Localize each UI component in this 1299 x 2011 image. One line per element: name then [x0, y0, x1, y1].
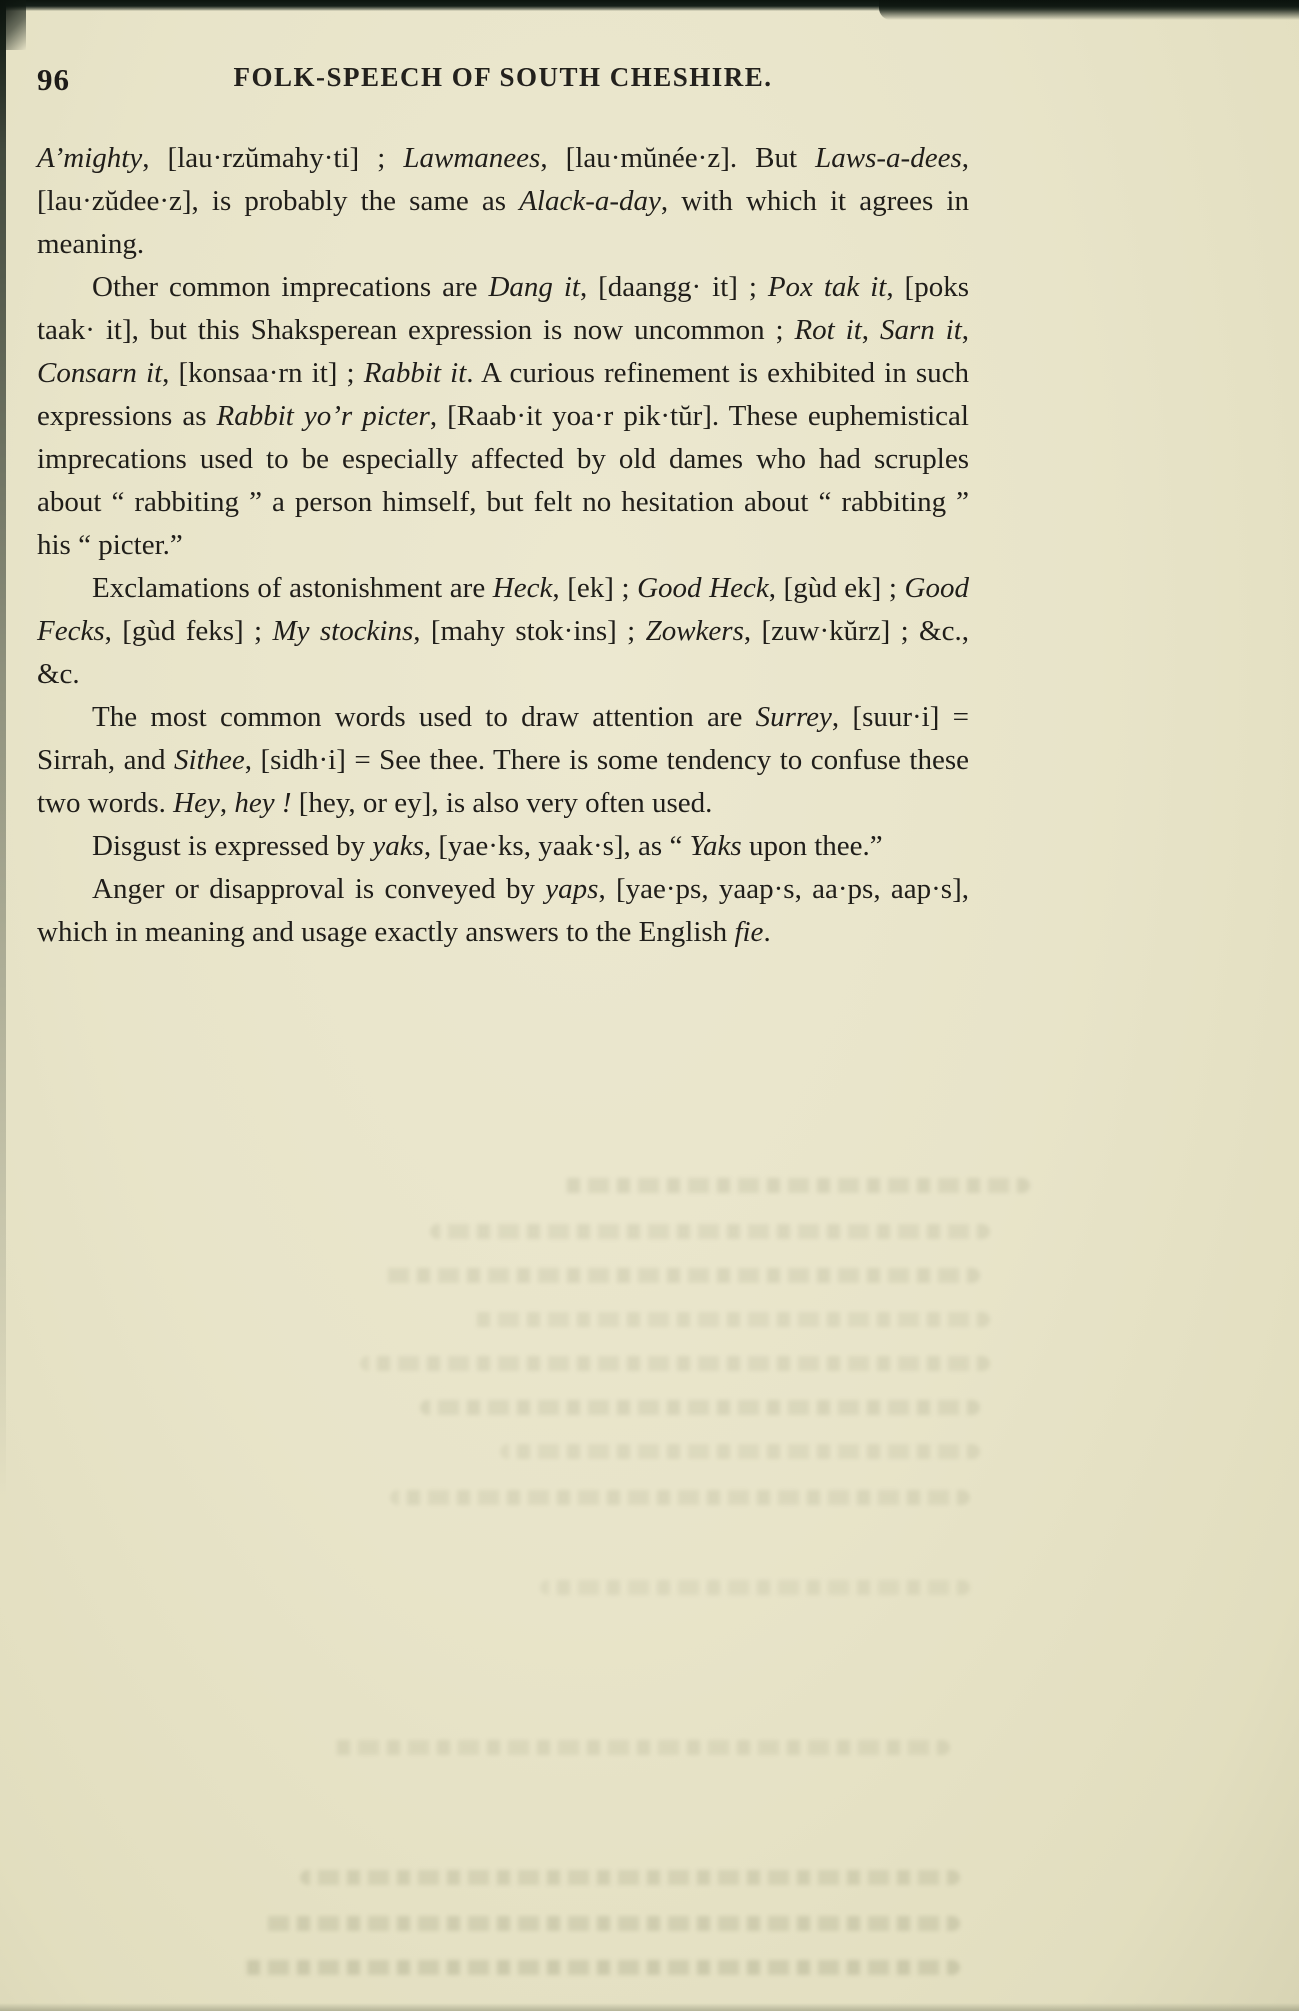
text-block	[37, 137, 969, 954]
text-run: .	[763, 916, 771, 948]
text-run: , [lau·zŭdee·z], is probably the same as	[37, 142, 969, 217]
text-run: , [suur·i] = Sirrah, and	[37, 701, 969, 776]
italic-phrase: Sarn it	[879, 314, 962, 346]
text-run: ,	[961, 314, 969, 346]
page-number: 96	[37, 62, 70, 97]
italic-phrase: Zowkers	[645, 615, 744, 647]
text-run: , [yae·ps, yaap·s, aa·ps, aap·s], which in meaning and usage exactly answers to the English	[37, 873, 969, 948]
scan-corner-top-left	[0, 0, 26, 50]
paragraph	[37, 266, 969, 567]
text-run: , [lau·mŭnée·z]. But	[540, 142, 816, 174]
paragraph	[37, 137, 969, 266]
italic-phrase: hey !	[234, 787, 292, 819]
paragraph	[37, 696, 969, 825]
italic-phrase: Yaks	[689, 830, 742, 862]
text-run: . A curious refinement is exhibited in such expressions as	[37, 357, 970, 432]
italic-phrase: Rabbit yo’r picter	[216, 400, 430, 432]
scan-edge-bottom	[0, 2003, 1299, 2011]
paragraph	[37, 825, 969, 868]
text-run: Other common imprecations are	[92, 271, 489, 303]
italic-phrase: yaks	[372, 830, 424, 862]
italic-phrase: Surrey	[755, 701, 832, 733]
italic-phrase: Consarn it	[37, 357, 163, 389]
running-header: FOLK-SPEECH OF SOUTH CHESHIRE.	[233, 62, 773, 92]
text-column	[37, 62, 969, 954]
text-run: , [poks taak· it], but this Shaksperean expression is now uncommon ;	[37, 271, 969, 346]
text-run: Disgust is expressed by	[92, 830, 373, 862]
italic-phrase: fie	[734, 916, 764, 948]
text-run: , [yae·ks, yaak·s], as “	[423, 830, 690, 862]
paragraph	[37, 567, 969, 696]
text-run: , [zuw·kŭrz] ; &c., &c.	[37, 615, 969, 690]
text-run: Exclamations of astonishment are	[92, 572, 493, 604]
italic-phrase: Pox tak it	[767, 271, 887, 303]
paragraph	[37, 868, 969, 954]
text-run: Anger or disapproval is conveyed by	[92, 873, 546, 905]
italic-phrase: My stockins	[272, 615, 414, 647]
page-header-row	[37, 62, 969, 98]
italic-phrase: Dang it	[488, 271, 580, 303]
text-run: [hey, or ey], is also very often used.	[291, 787, 713, 819]
text-run: , [ek] ;	[552, 572, 638, 604]
italic-phrase: A’mighty	[37, 142, 143, 174]
text-run: , [daangg· it] ;	[579, 271, 768, 303]
scan-edge-left	[0, 0, 6, 1500]
text-run: upon thee.”	[741, 830, 883, 862]
scan-edge-top-right	[879, 0, 1299, 20]
italic-phrase: Good Heck	[637, 572, 769, 604]
text-run: The most common words used to draw attention are	[92, 701, 756, 733]
italic-phrase: yaps	[545, 873, 599, 905]
text-run: , [gùd ek] ;	[768, 572, 905, 604]
text-run: ,	[861, 314, 880, 346]
text-run: , [gùd feks] ;	[104, 615, 273, 647]
italic-phrase: Lawmanees	[403, 142, 541, 174]
italic-phrase: Rot it	[794, 314, 862, 346]
italic-phrase: Sithee	[173, 744, 245, 776]
italic-phrase: Laws-a-dees	[815, 142, 962, 174]
italic-phrase: Good Fecks	[37, 572, 969, 647]
italic-phrase: Rabbit it	[363, 357, 467, 389]
text-run: , [sidh·i] = See thee. There is some tendency to confuse these two words.	[37, 744, 969, 819]
text-run: , [konsaa·rn it] ;	[162, 357, 364, 389]
italic-phrase: Alack-a-day	[519, 185, 661, 217]
text-run: , [mahy stok·ins] ;	[413, 615, 646, 647]
italic-phrase: Hey	[173, 787, 220, 819]
text-run: , with which it agrees in meaning.	[37, 185, 969, 260]
italic-phrase: Heck	[492, 572, 553, 604]
text-run: , [lau·rzŭmahy·ti] ;	[142, 142, 404, 174]
text-run: , [Raab·it yoa·r pik·tŭr]. These euphemistical imprecations used to be especially affected by old dames who had scruples about “ rabbiting ” a person himself, but felt no hesitation about “ rabbiting ” his “ picter.”	[37, 400, 969, 561]
text-run: ,	[219, 787, 235, 819]
